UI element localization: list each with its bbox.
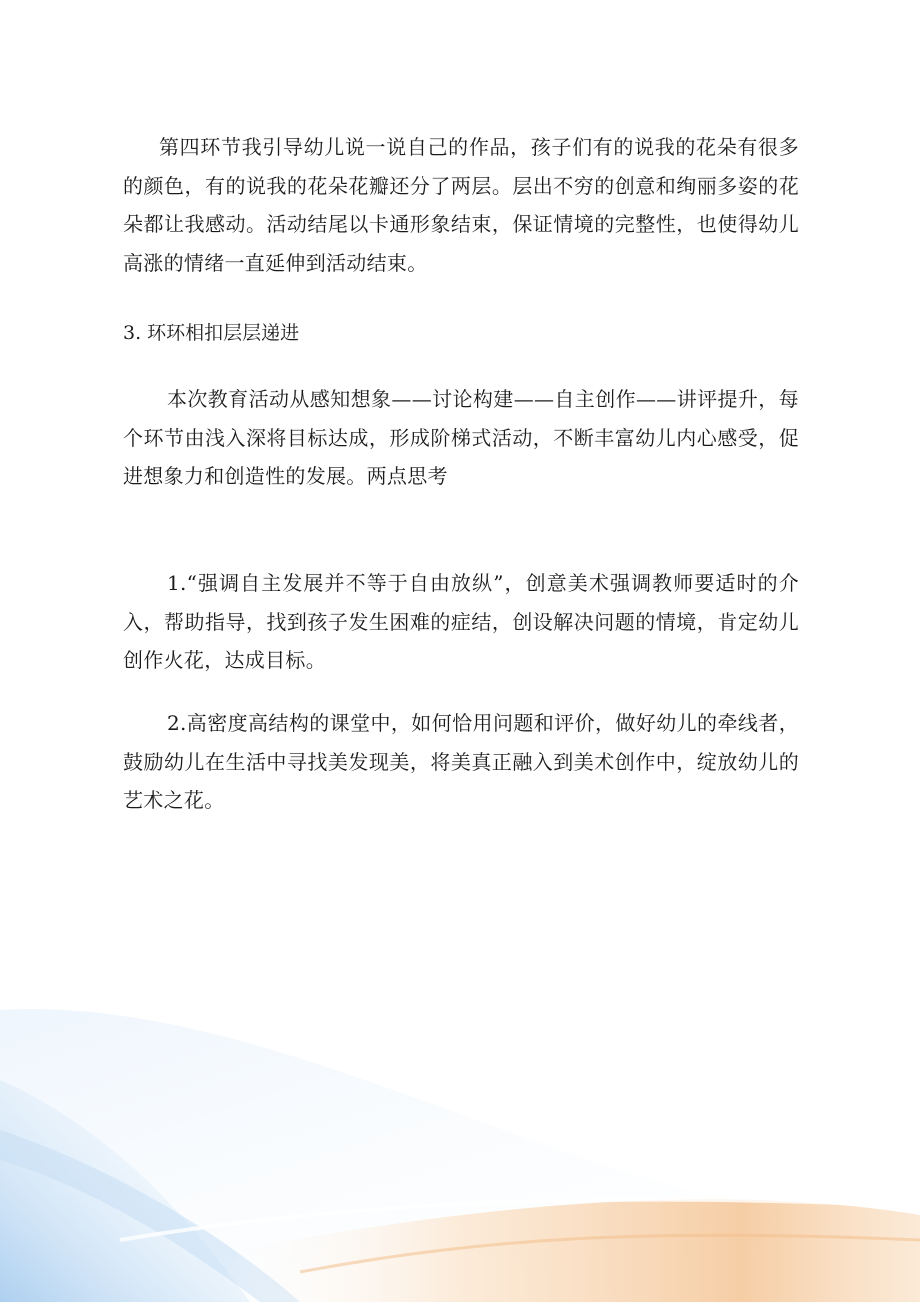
paragraph-reflection-1: 1.“强调自主发展并不等于自由放纵”，创意美术强调教师要适时的介入，帮助指导，找到孩子发生困难的症结，创设解决问题的情境，肯定幼儿创作火花，达成目标。 <box>123 571 799 672</box>
paragraph-fourth-step: 第四环节我引导幼儿说一说自己的作品，孩子们有的说我的花朵有很多的颜色，有的说我的花朵花瓣还分了两层。层出不穷的创意和绚丽多姿的花朵都让我感动。活动结尾以卡通形象结束，保证情境的完整性，也使得幼儿高涨的情绪一直延伸到活动结束。 <box>123 135 799 275</box>
paragraph-reflection-2: 2.高密度高结构的课堂中，如何恰用问题和评价，做好幼儿的牵线者，鼓励幼儿在生活中寻找美发现美，将美真正融入到美术创作中，绽放幼儿的艺术之花。 <box>123 711 799 812</box>
paragraph-activity-progression: 本次教育活动从感知想象——讨论构建——自主创作——讲评提升，每个环节由浅入深将目标达成，形成阶梯式活动，不断丰富幼儿内心感受，促进想象力和创造性的发展。两点思考 <box>123 387 799 488</box>
section-heading-3: 3. 环环相扣层层递进 <box>123 322 300 344</box>
